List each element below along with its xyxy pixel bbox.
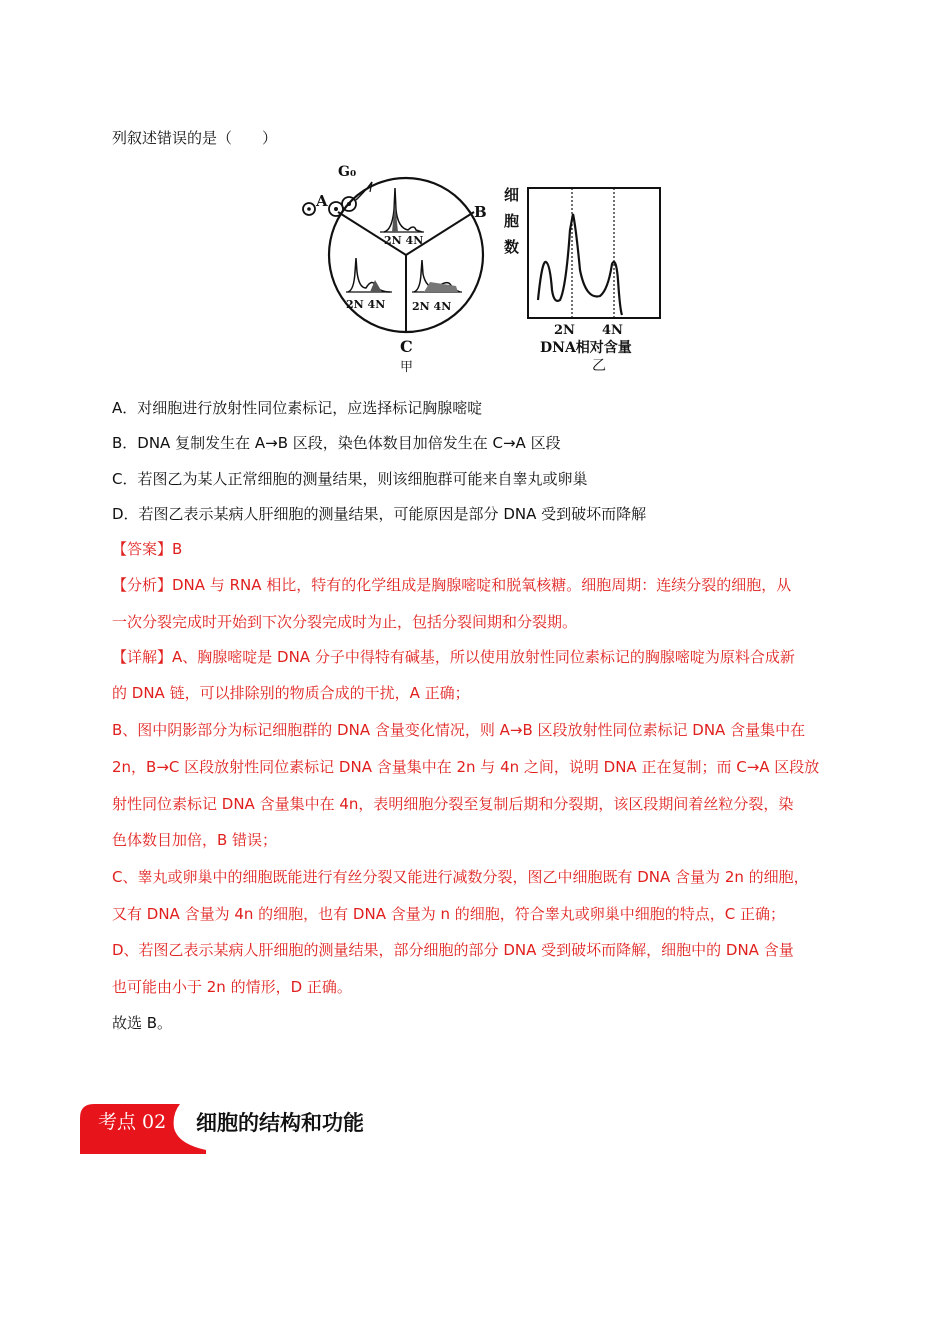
detail-a-line-2: 的 DNA 链，可以排除别的物质合成的干扰，A 正确； bbox=[112, 684, 470, 702]
label-a: A bbox=[316, 192, 328, 210]
detail-c-line-2: 又有 DNA 含量为 4n 的细胞，也有 DNA 含量为 n 的细胞，符合睾丸或卵巢中细胞的特点，C 正确； bbox=[112, 905, 786, 923]
xlabel-yi: DNA相对含量 bbox=[540, 340, 632, 356]
detail-c-line-1: C、睾丸或卵巢中的细胞既能进行有丝分裂又能进行减数分裂，图乙中细胞既有 DNA 含量为 2n 的细胞， bbox=[112, 868, 809, 886]
analysis-line-2: 一次分裂完成时开始到下次分裂完成时为止，包括分裂间期和分裂期。 bbox=[112, 613, 578, 631]
detail-b-line-2: 2n，B→C 区段放射性同位素标记 DNA 含量集中在 2n 与 4n 之间，说明 DNA 正在复制；而 C→A 区段放 bbox=[112, 758, 820, 776]
ylabel-yi bbox=[504, 186, 519, 256]
label-c: C bbox=[400, 337, 413, 356]
option-a: A．对细胞进行放射性同位素标记，应选择标记胸腺嘧啶 bbox=[112, 399, 483, 417]
section-title: 细胞的结构和功能 bbox=[196, 1111, 364, 1135]
detail-d-line-1: D、若图乙表示某病人肝细胞的测量结果，部分细胞的部分 DNA 受到破坏而降解，细胞中的 DNA 含量 bbox=[112, 941, 794, 959]
question-stem-tail: 列叙述错误的是（ ） bbox=[112, 129, 278, 147]
detail-d-line-2: 也可能由小于 2n 的情形，D 正确。 bbox=[112, 978, 352, 996]
option-c: C．若图乙为某人正常细胞的测量结果，则该细胞群可能来自睾丸或卵巢 bbox=[112, 470, 588, 488]
option-d: D．若图乙表示某病人肝细胞的测量结果，可能原因是部分 DNA 受到破坏而降解 bbox=[112, 505, 647, 523]
ylabel-yi-char: 胞 bbox=[504, 212, 520, 230]
answer-label: 【答案】B bbox=[112, 540, 183, 558]
label-g0: G₀ bbox=[338, 164, 357, 180]
figure-yi bbox=[504, 186, 660, 374]
detail-b-line-3: 射性同位素标记 DNA 含量集中在 4n，表明细胞分裂至复制后期和分裂期，该区段期间着丝粒分裂，染 bbox=[112, 795, 794, 813]
ylabel-yi-char: 数 bbox=[504, 238, 520, 256]
peak-label-top: 2N 4N bbox=[384, 234, 424, 247]
tick-4n: 4N bbox=[602, 323, 623, 338]
conclusion: 故选 B。 bbox=[112, 1014, 173, 1032]
analysis-line-1: 【分析】DNA 与 RNA 相比，特有的化学组成是胸腺嘧啶和脱氧核糖。细胞周期：连续分裂的细胞，从 bbox=[112, 576, 792, 594]
label-b: B bbox=[474, 203, 487, 221]
detail-a-line-1: 【详解】A、胸腺嘧啶是 DNA 分子中得特有碱基，所以使用放射性同位素标记的胸腺嘧啶为原料合成新 bbox=[112, 648, 795, 666]
section-badge-label: 考点 02 bbox=[98, 1111, 167, 1133]
detail-b-line-4: 色体数目加倍，B 错误； bbox=[112, 831, 278, 849]
figure-jia bbox=[303, 164, 487, 375]
caption-jia: 甲 bbox=[400, 360, 414, 375]
cell-cycle-figure bbox=[296, 160, 676, 380]
peak-label-left: 2N 4N bbox=[346, 298, 386, 311]
caption-yi: 乙 bbox=[592, 358, 606, 374]
detail-b-line-1: B、图中阴影部分为标记细胞群的 DNA 含量变化情况，则 A→B 区段放射性同位素标记 DNA 含量集中在 bbox=[112, 721, 806, 739]
tick-2n: 2N bbox=[554, 323, 575, 338]
option-b: B．DNA 复制发生在 A→B 区段，染色体数目加倍发生在 C→A 区段 bbox=[112, 434, 561, 452]
peak-label-right: 2N 4N bbox=[412, 300, 452, 313]
ylabel-yi-char: 细 bbox=[504, 186, 520, 204]
